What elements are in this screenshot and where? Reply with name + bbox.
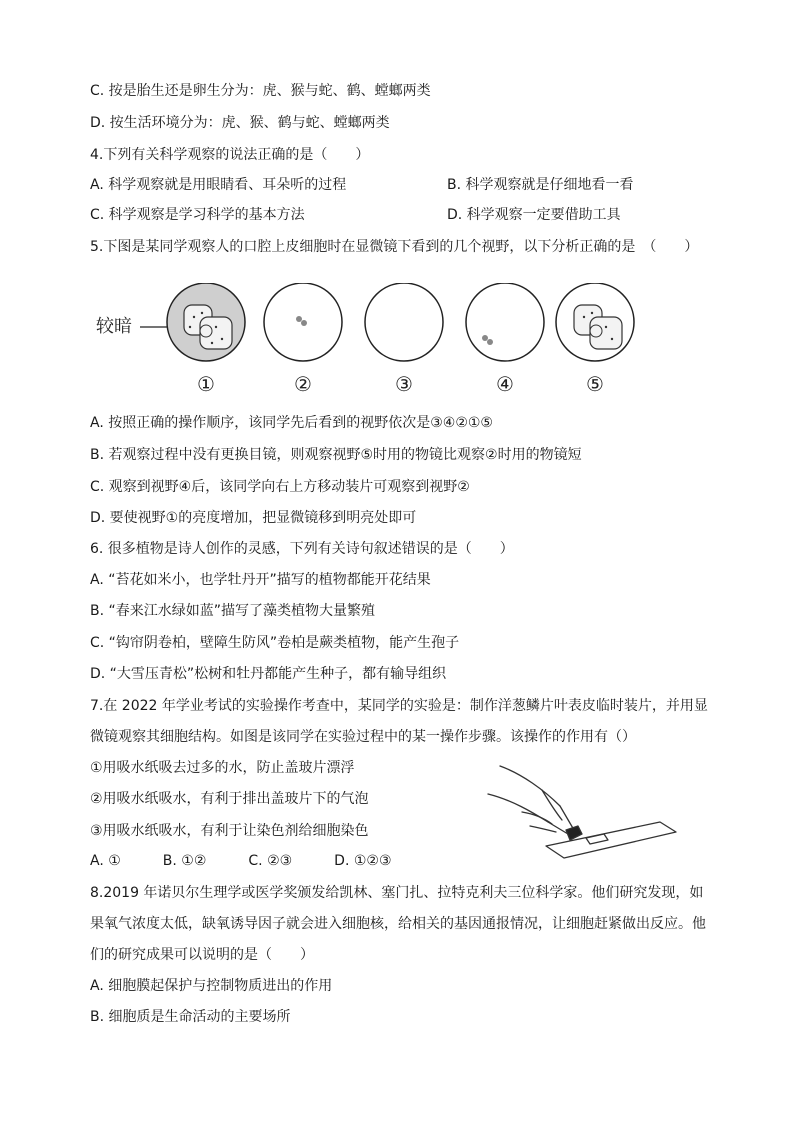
- q3-option-d: D. 按生活环境分为：虎、猴、鹤与蛇、螳螂两类: [90, 115, 390, 131]
- q5-option-c: C. 观察到视野④后，该同学向右上方移动装片可观察到视野②: [90, 479, 470, 495]
- hand-outline: [500, 766, 560, 806]
- q6-option-a: A. “苔花如米小，也学牡丹开”描写的植物都能开花结果: [90, 572, 431, 588]
- q7-options: A. ① B. ①② C. ②③ D. ①②③: [90, 853, 392, 869]
- q5-stem: 5.下图是某同学观察人的口腔上皮细胞时在显微镜下看到的几个视野，以下分析正确的是 （ ）: [90, 239, 699, 255]
- q7-statement-3: ③用吸水纸吸水，有利于让染色剂给细胞染色: [90, 823, 369, 839]
- q3-option-c: C. 按是胎生还是卵生分为：虎、猴与蛇、鹤、螳螂两类: [90, 83, 431, 99]
- q8-option-b: B. 细胞质是生命活动的主要场所: [90, 1009, 291, 1025]
- q7-statement-1: ①用吸水纸吸去过多的水，防止盖玻片漂浮: [90, 760, 355, 776]
- q4-option-d: D. 科学观察一定要借助工具: [447, 207, 621, 223]
- view-label-1: ①: [197, 372, 215, 395]
- q6-option-d: D. “大雪压青松”松树和牡丹都能产生种子，都有输导组织: [90, 666, 447, 682]
- view-field-1: [167, 283, 245, 361]
- q6-option-c: C. “钩帘阴卷柏，壁障生防风”卷柏是蕨类植物，能产生孢子: [90, 635, 460, 651]
- view-field-2: [264, 283, 342, 361]
- view-field-4: [466, 283, 544, 361]
- q5-option-a: A. 按照正确的操作顺序，该同学先后看到的视野依次是③④②①⑤: [90, 415, 493, 431]
- q4-option-b: B. 科学观察就是仔细地看一看: [447, 177, 634, 193]
- q7-statement-2: ②用吸水纸吸水，有利于排出盖玻片下的气泡: [90, 791, 369, 807]
- q4-option-a: A. 科学观察就是用眼睛看、耳朵听的过程: [90, 177, 347, 193]
- q8-stem-line1: 8.2019 年诺贝尔生理学或医学奖颁发给凯林、塞门扎、拉特克利夫三位科学家。他们研究发现，如: [90, 885, 704, 901]
- q8-stem-line3: 们的研究成果可以说明的是（ ）: [90, 947, 314, 963]
- q5-option-b: B. 若观察过程中没有更换目镜，则观察视野⑤时用的物镜比观察②时用的物镜短: [90, 447, 582, 463]
- q8-option-a: A. 细胞膜起保护与控制物质进出的作用: [90, 978, 333, 994]
- view-label-5: ⑤: [586, 372, 604, 395]
- q6-stem: 6. 很多植物是诗人创作的灵感，下列有关诗句叙述错误的是（ ）: [90, 541, 514, 557]
- blotting-paper-operation-figure: [482, 760, 678, 860]
- view-label-2: ②: [294, 372, 312, 395]
- view-field-5: [556, 283, 634, 361]
- q7-stem-line2: 微镜观察其细胞结构。如图是该同学在实验过程中的某一操作步骤。该操作的作用有（）: [90, 729, 636, 745]
- view-field-3: [365, 283, 443, 361]
- dark-label: 较暗: [96, 316, 132, 337]
- microscope-fields-figure: [96, 283, 656, 395]
- q4-stem: 4.下列有关科学观察的说法正确的是（ ）: [90, 147, 370, 163]
- q5-option-d: D. 要使视野①的亮度增加，把显微镜移到明亮处即可: [90, 510, 417, 526]
- q7-stem-line1: 7.在 2022 年学业考试的实验操作考查中，某同学的实验是：制作洋葱鳞片叶表皮临时装片，并用显: [90, 698, 708, 714]
- view-label-4: ④: [496, 372, 514, 395]
- q4-option-c: C. 科学观察是学习科学的基本方法: [90, 207, 305, 223]
- q8-stem-line2: 果氧气浓度太低，缺氧诱导因子就会进入细胞核，给相关的基因通报情况，让细胞赶紧做出反应。他: [90, 916, 706, 932]
- q6-option-b: B. “春来江水绿如蓝”描写了藻类植物大量繁殖: [90, 603, 376, 619]
- view-label-3: ③: [395, 372, 413, 395]
